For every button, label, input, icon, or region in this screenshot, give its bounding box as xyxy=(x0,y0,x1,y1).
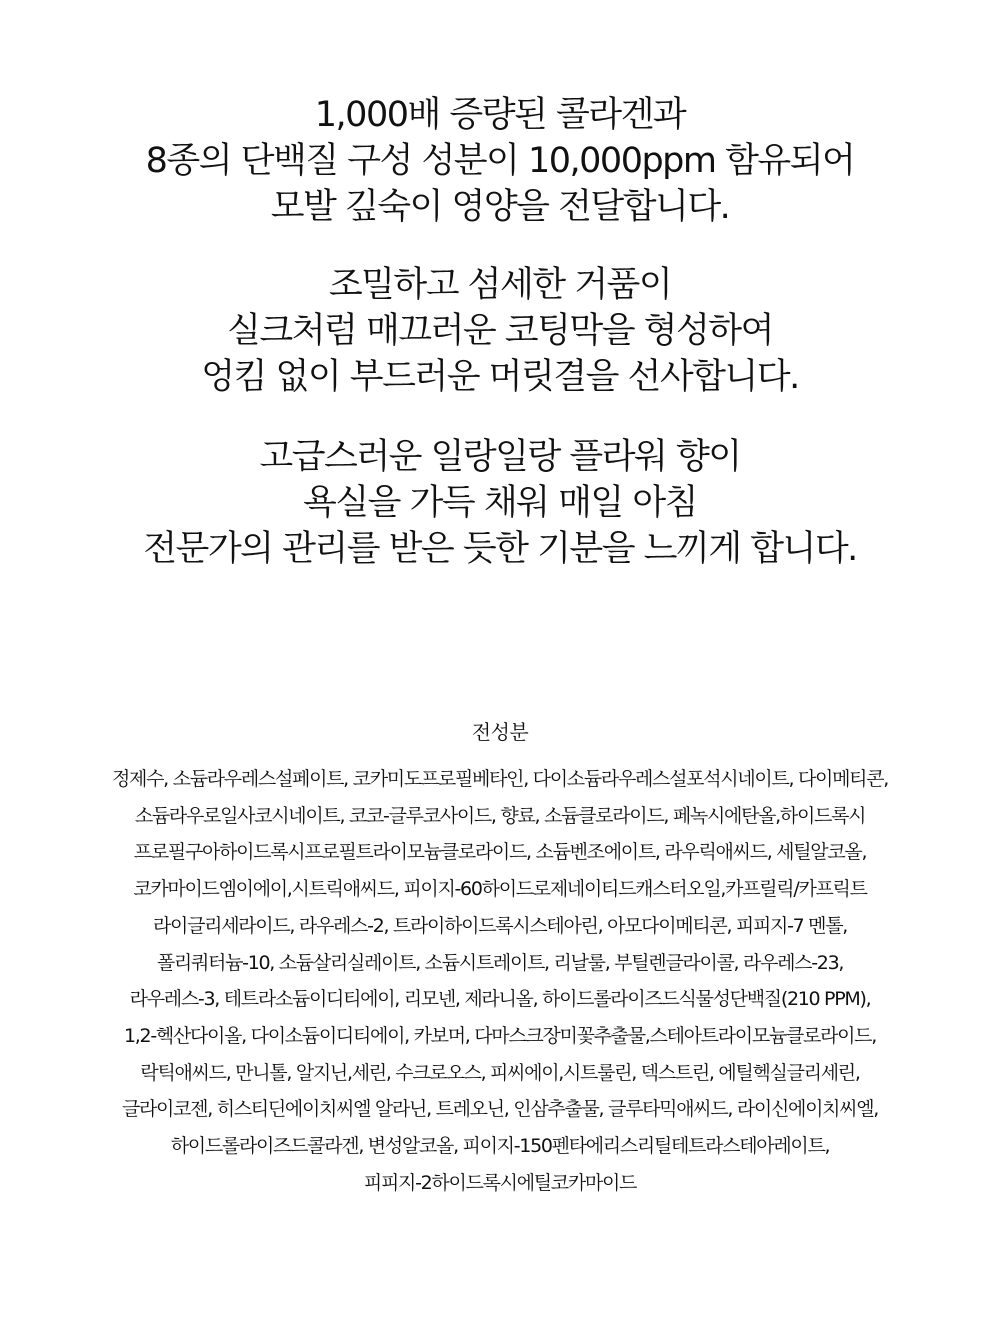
ingredients-line: 하이드롤라이즈드콜라겐, 변성알코올, 피이지-150펜타에리스리틸테트라스테아레이트, xyxy=(170,1135,830,1158)
ingredients-line: 라우레스-3, 테트라소듐이디티에이, 리모넨, 제라니올, 하이드롤라이즈드식물성단백질(210 PPM), xyxy=(129,988,871,1011)
ingredients-line: 코카마이드엠이에이,시트릭애씨드, 피이지-60하이드로제네이티드캐스터오일,카프릴릭/카프릭트 xyxy=(133,878,867,901)
description-line: 엉킴 없이 부드러운 머릿결을 선사합니다. xyxy=(201,357,799,397)
ingredients-line: 라이글리세라이드, 라우레스-2, 트라이하이드록시스테아린, 아모다이메티콘, 피피지-7 멘톨, xyxy=(152,914,848,937)
ingredients-line: 소듐라우로일사코시네이트, 코코-글루코사이드, 향료, 소듐클로라이드, 페녹시에탄올,하이드록시 xyxy=(134,804,866,827)
fragrance-description xyxy=(0,434,1000,572)
description-line: 전문가의 관리를 받은 듯한 기분을 느끼게 합니다. xyxy=(143,529,857,569)
description-line: 모발 깊숙이 영양을 전달합니다. xyxy=(270,187,730,227)
ingredients-line: 락틱애씨드, 만니톨, 알지닌,세린, 수크로오스, 피씨에이,시트룰린, 덱스트린, 에틸헥실글리세린, xyxy=(140,1061,860,1084)
ingredients-line: 글라이코젠, 히스티딘에이치씨엘 알라닌, 트레오닌, 인삼추출물, 글루타믹애씨드, 라이신에이치씨엘, xyxy=(121,1098,879,1121)
ingredients-heading: 전성분 xyxy=(471,720,529,744)
description-line: 실크처럼 매끄러운 코팅막을 형성하여 xyxy=(227,311,773,351)
description-line: 8종의 단백질 구성 성분이 10,000ppm 함유되어 xyxy=(145,141,855,181)
collagen-description xyxy=(0,92,1000,230)
ingredients-line: 정제수, 소듐라우레스설페이트, 코카미도프로필베타인, 다이소듐라우레스설포석시네이트, 다이메티콘, xyxy=(112,768,888,790)
ingredients-line: 1,2-헥산다이올, 다이소듐이디티에이, 카보머, 다마스크장미꽃추출물,스테아트라이모늄클로라이드, xyxy=(124,1024,876,1047)
description-line: 조밀하고 섬세한 거품이 xyxy=(328,265,672,305)
ingredients-list xyxy=(0,761,1000,1201)
description-line: 고급스러운 일랑일랑 플라워 향이 xyxy=(259,437,741,477)
foam-description xyxy=(0,262,1000,400)
ingredients-line: 프로필구아하이드록시프로필트라이모늄클로라이드, 소듐벤조에이트, 라우릭애씨드, 세틸알코올, xyxy=(133,841,867,864)
ingredients-line: 피피지-2하이드록시에틸코카마이드 xyxy=(363,1171,637,1194)
description-line: 1,000배 증량된 콜라겐과 xyxy=(314,95,686,135)
description-line: 욕실을 가득 채워 매일 아침 xyxy=(303,483,697,523)
ingredients-line: 폴리쿼터늄-10, 소듐살리실레이트, 소듐시트레이트, 리날룰, 부틸렌글라이콜, 라우레스-23, xyxy=(156,951,844,974)
